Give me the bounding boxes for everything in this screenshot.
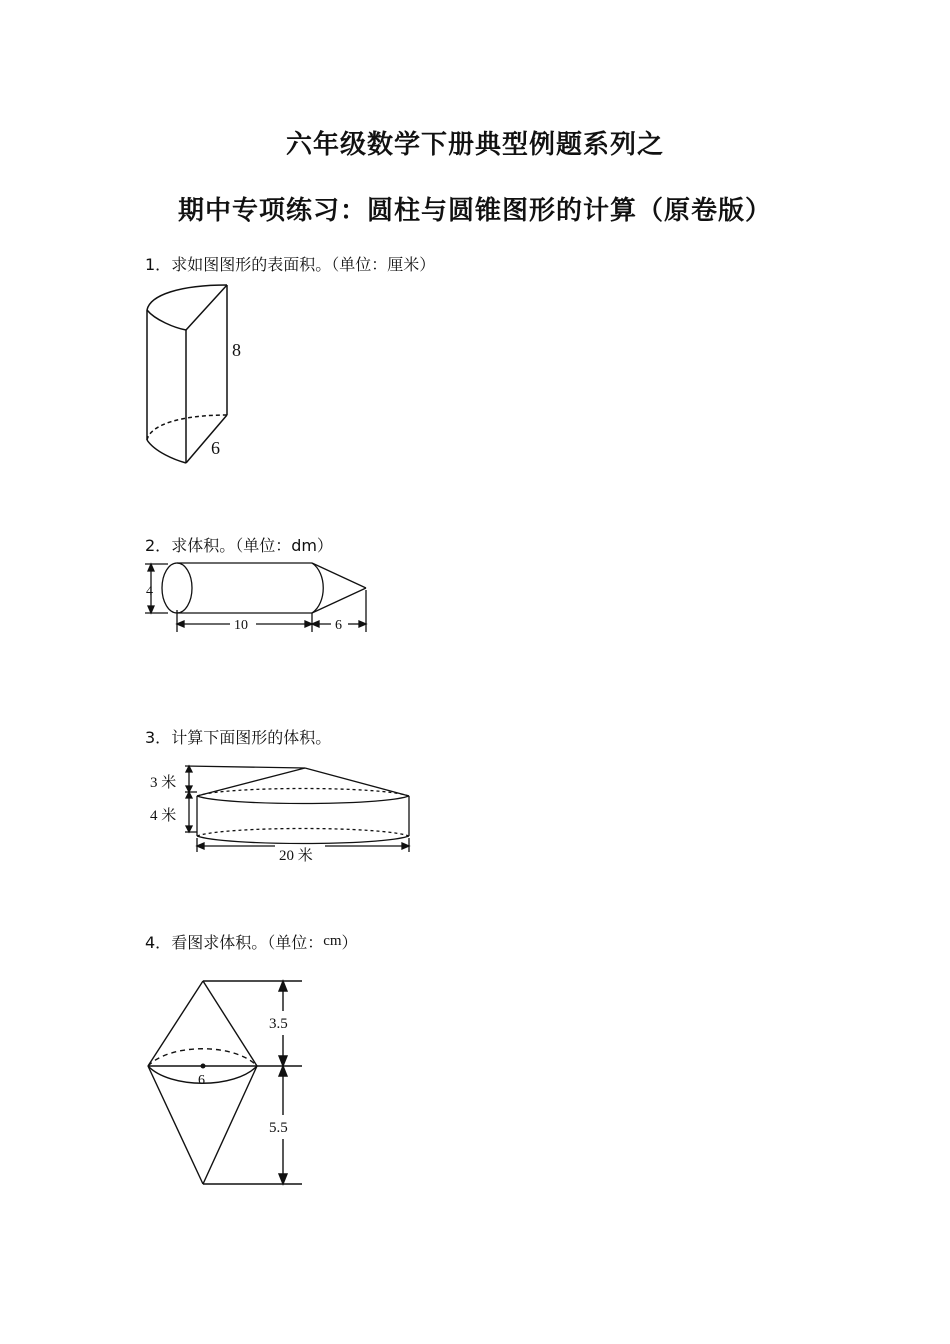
question-1-number: 1． xyxy=(145,255,172,274)
question-3 xyxy=(145,725,331,748)
question-1-text: 求如图图形的表面积。（单位：厘米） xyxy=(171,255,436,274)
question-4-text-suffix: ） xyxy=(341,933,358,952)
question-4-number: 4． xyxy=(145,933,172,952)
question-1 xyxy=(145,252,435,275)
label-diameter-20m: 20 米 xyxy=(279,848,313,864)
label-upper-height-3-5: 3.5 xyxy=(269,1016,288,1032)
label-cylinder-height-4m: 4 米 xyxy=(150,808,177,824)
document-title-line2: 期中专项练习：圆柱与圆锥图形的计算（原卷版） xyxy=(177,196,772,226)
figure-cylinder-with-flat-cone xyxy=(145,760,415,870)
label-diameter-6: 6 xyxy=(198,1073,205,1088)
question-4-text-prefix: 看图求体积。（单位： xyxy=(171,933,324,952)
figure-cylinder-with-cone xyxy=(140,560,380,640)
label-diameter-6: 6 xyxy=(211,438,220,458)
label-cone-height-3m: 3 米 xyxy=(150,775,177,791)
question-3-text: 计算下面图形的体积。 xyxy=(171,728,332,747)
question-4-unit: cm xyxy=(323,933,342,949)
label-length-6: 6 xyxy=(335,618,342,633)
label-height-8: 8 xyxy=(232,340,241,360)
question-4 xyxy=(145,930,358,953)
question-2 xyxy=(145,533,333,556)
question-2-text: 求体积。（单位：dm） xyxy=(171,536,333,555)
document-title-line1: 六年级数学下册典型例题系列之 xyxy=(285,130,664,160)
question-2-number: 2． xyxy=(145,536,172,555)
question-3-number: 3． xyxy=(145,728,172,747)
label-lower-height-5-5: 5.5 xyxy=(269,1120,288,1136)
label-diameter-4: 4 xyxy=(146,584,153,599)
figure-double-cone xyxy=(140,975,310,1195)
label-length-10: 10 xyxy=(234,618,248,633)
figure-half-cylinder xyxy=(140,280,260,470)
